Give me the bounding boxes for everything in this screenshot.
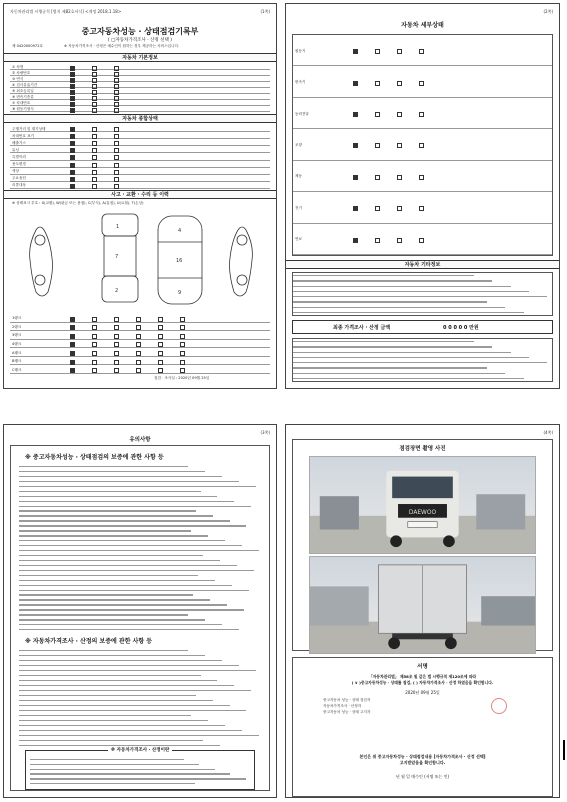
- table-row: [293, 192, 552, 223]
- status-checkbox: [136, 342, 141, 347]
- status-checkbox: [70, 351, 75, 356]
- status-checkbox: [136, 334, 141, 339]
- row-label: 조향: [295, 142, 302, 147]
- row-label: B랭크: [12, 359, 22, 364]
- text-line: [19, 594, 193, 595]
- text-line: [19, 619, 205, 620]
- status-checkbox: [397, 112, 402, 117]
- text-line: [19, 501, 234, 502]
- svg-text:7: 7: [115, 254, 119, 260]
- table-row: [10, 348, 270, 357]
- row-label: 전기: [295, 205, 302, 210]
- table-row: [10, 139, 270, 146]
- table-row: [10, 168, 270, 175]
- status-checkbox: [353, 175, 358, 180]
- general-status-title: 자동차 종합상태: [4, 114, 276, 123]
- status-checkbox: [114, 325, 119, 330]
- status-checkbox: [353, 143, 358, 148]
- row-label: C랭크: [12, 367, 22, 372]
- text-line: [293, 378, 524, 379]
- status-checkbox: [70, 334, 75, 339]
- table-row: [10, 365, 270, 374]
- row-label: 연료: [295, 237, 302, 242]
- status-checkbox: [70, 325, 75, 330]
- footer-sign: 년 월 일 매수인 (서명 또는 인): [395, 774, 450, 779]
- text-line: [293, 275, 474, 276]
- table-row: [10, 175, 270, 182]
- status-checkbox: [397, 238, 402, 243]
- status-checkbox: [92, 368, 97, 373]
- row-label: 리콜대상: [12, 183, 26, 188]
- text-line: [19, 614, 188, 615]
- text-line: [19, 510, 196, 511]
- table-row: [10, 331, 270, 340]
- status-checkbox: [375, 112, 380, 117]
- status-checkbox: [114, 351, 119, 356]
- sign-row-1: 중고자동차 성능 · 상태 점검자: [323, 698, 371, 702]
- notes-paragraphs-2: [19, 648, 261, 748]
- status-checkbox: [180, 368, 185, 373]
- text-line: [293, 307, 505, 308]
- text-line: [19, 590, 249, 591]
- text-line: [19, 680, 217, 681]
- text-line: [19, 520, 230, 521]
- status-checkbox: [375, 238, 380, 243]
- status-checkbox: [70, 317, 75, 322]
- text-line: [293, 312, 524, 313]
- status-checkbox: [180, 360, 185, 365]
- accident-title: 사고 · 교환 · 수리 등 이력: [4, 190, 276, 199]
- status-checkbox: [92, 342, 97, 347]
- status-checkbox: [180, 334, 185, 339]
- etc-info-title: 자동차 기타정보: [286, 260, 559, 269]
- row-label: ⑦ 차대번호: [12, 101, 31, 105]
- sign-title: 서명: [417, 664, 428, 670]
- price-title: 최종 가격조사 · 산정 금액: [333, 325, 391, 331]
- status-checkbox: [114, 317, 119, 322]
- notes-section-1: ※ 중고자동차성능 · 상태점검의 보증에 관한 사항 등: [25, 454, 164, 461]
- table-row: [10, 132, 270, 139]
- text-line: [19, 740, 203, 741]
- text-line: [293, 373, 505, 374]
- status-checkbox: [353, 112, 358, 117]
- text-line: [19, 599, 210, 600]
- detail-status-table: [292, 34, 553, 256]
- text-line: [19, 555, 203, 556]
- text-line: [30, 778, 246, 779]
- row-label: 주행거리 및 계기상태: [12, 126, 46, 131]
- row-label: 색상: [12, 169, 19, 174]
- table-row: [293, 35, 552, 66]
- text-line: [19, 700, 213, 701]
- status-checkbox: [419, 238, 424, 243]
- text-line: [19, 690, 251, 691]
- inspection-date: 점검 · 조사일 : 2020년 09월 25일: [154, 376, 210, 380]
- status-checkbox: [114, 360, 119, 365]
- status-checkbox: [353, 81, 358, 86]
- row-label: ⑤ 최초등록일: [12, 89, 34, 93]
- status-checkbox: [419, 143, 424, 148]
- page-number: (1쪽): [260, 9, 270, 14]
- status-checkbox: [136, 368, 141, 373]
- car-diagram: [18, 210, 264, 310]
- status-checkbox: [158, 351, 163, 356]
- sign-row-3: 중고자동차 성능 · 상태 고지자: [323, 710, 371, 714]
- status-checkbox: [114, 184, 119, 189]
- status-checkbox: [114, 108, 119, 113]
- text-line: [30, 783, 195, 784]
- photo-title: 점검장면 촬영 사진: [399, 446, 446, 452]
- status-checkbox: [92, 334, 97, 339]
- price-value: 0 0 0 0 0 만원: [443, 325, 479, 331]
- text-line: [19, 476, 222, 477]
- sign-text-2: ( ∨ )중고자동차성능 · 상태를 점검, ( ) 자동차가격조사 · 산정 하였음을 확인합니다.: [351, 680, 494, 685]
- sign-date: 2020년 09월 25일: [405, 690, 440, 695]
- status-checkbox: [114, 334, 119, 339]
- text-line: [19, 535, 208, 536]
- status-checkbox: [397, 143, 402, 148]
- page-2: [285, 3, 560, 389]
- status-checkbox: [136, 351, 141, 356]
- table-row: [10, 182, 270, 189]
- footer-text-2: 고지받았음을 확인합니다.: [399, 760, 446, 765]
- page-number: (2쪽): [543, 9, 553, 14]
- text-line: [19, 710, 246, 711]
- text-line: [19, 545, 242, 546]
- text-line: [293, 301, 487, 302]
- row-label: ① 차명: [12, 65, 24, 69]
- text-line: [293, 352, 511, 353]
- status-checkbox: [136, 317, 141, 322]
- row-label: A랭크: [12, 350, 22, 355]
- sign-text-1: 「자동차관리법」 제58조 및 같은 법 시행규칙 제120조에 따라: [368, 674, 477, 679]
- status-checkbox: [397, 175, 402, 180]
- text-line: [19, 585, 232, 586]
- text-line: [19, 695, 196, 696]
- page-title: 중고자동차성능 · 상태점검기록부: [81, 27, 199, 36]
- text-line: [19, 650, 188, 651]
- text-line: [19, 530, 191, 531]
- notes-section-2: ※ 자동차가격조사 · 산정의 보증에 관한 사항 등: [25, 638, 153, 645]
- row-label: 주요옵션: [12, 176, 26, 181]
- status-checkbox: [92, 360, 97, 365]
- row-label: ② 차량번호: [12, 71, 31, 75]
- status-checkbox: [375, 81, 380, 86]
- status-checkbox: [353, 206, 358, 211]
- status-checkbox: [92, 351, 97, 356]
- text-line: [19, 715, 191, 716]
- row-label: 튜닝: [12, 147, 19, 152]
- text-line: [19, 655, 205, 656]
- status-checkbox: [70, 108, 75, 113]
- table-row: [10, 153, 270, 160]
- text-line: [19, 670, 256, 671]
- truck-photo-rear: [309, 556, 536, 654]
- text-line: [19, 624, 222, 625]
- svg-text:2: 2: [115, 288, 119, 294]
- text-line: [19, 481, 239, 482]
- text-line: [19, 525, 246, 526]
- doc-number: 제 0420000972호: [12, 44, 43, 48]
- detail-status-title: 자동차 세부상태: [401, 22, 444, 29]
- status-checkbox: [353, 238, 358, 243]
- status-checkbox: [70, 368, 75, 373]
- text-line: [30, 764, 199, 765]
- page-number: (3쪽): [260, 430, 270, 435]
- text-line: [19, 720, 208, 721]
- notice: ※ 자동차가격조사 · 산정은 매수인이 원하는 경우 제공하는 서비스입니다.: [64, 44, 180, 48]
- row-label: 4랭크: [12, 341, 22, 346]
- status-checkbox: [397, 49, 402, 54]
- status-checkbox: [114, 368, 119, 373]
- table-row: [10, 340, 270, 349]
- status-checkbox: [158, 360, 163, 365]
- status-checkbox: [419, 206, 424, 211]
- row-label: ③ 연식: [12, 77, 24, 81]
- text-line: [19, 604, 227, 605]
- text-line: [19, 496, 217, 497]
- status-checkbox: [158, 325, 163, 330]
- table-row: [10, 357, 270, 366]
- text-line: [293, 357, 529, 358]
- table-row: [10, 323, 270, 332]
- text-line: [30, 769, 215, 770]
- row-label: ⑥ 변속기종류: [12, 95, 34, 99]
- status-checkbox: [158, 317, 163, 322]
- text-line: [19, 730, 242, 731]
- text-line: [19, 705, 230, 706]
- table-row: [293, 129, 552, 160]
- text-line: [293, 286, 511, 287]
- svg-text:16: 16: [176, 258, 183, 264]
- text-line: [19, 675, 201, 676]
- special-box-title: ※ 자동차가격조사 · 산정이란: [108, 748, 173, 753]
- table-row: [10, 125, 270, 132]
- status-checkbox: [92, 317, 97, 322]
- text-line: [30, 773, 230, 774]
- text-line: [19, 609, 244, 610]
- text-line: [19, 685, 234, 686]
- status-checkbox: [180, 342, 185, 347]
- status-checkbox: [70, 342, 75, 347]
- status-checkbox: [353, 49, 358, 54]
- form-number: 자동차관리법 시행규칙 [별지 제82호서식] <개정 2018.1.18>: [10, 9, 122, 14]
- table-row: [293, 66, 552, 97]
- table-row: [293, 98, 552, 129]
- text-line: [19, 506, 251, 507]
- table-row: [10, 146, 270, 153]
- row-label: 용도변경: [12, 162, 26, 167]
- status-checkbox: [92, 108, 97, 113]
- status-checkbox: [180, 317, 185, 322]
- status-checkbox: [70, 184, 75, 189]
- text-line: [19, 629, 239, 630]
- text-line: [19, 491, 201, 492]
- row-label: 특별이력: [12, 154, 26, 159]
- text-line: [293, 296, 547, 297]
- notes-paragraphs-1: [19, 464, 261, 632]
- status-checkbox: [158, 368, 163, 373]
- text-line: [19, 735, 259, 736]
- row-label: 차대번호 표기: [12, 133, 34, 138]
- row-label: 제동: [295, 174, 302, 179]
- general-status-table: [10, 125, 270, 189]
- row-label: ⑧ 원동기형식: [12, 107, 34, 111]
- row-label: 원동기: [295, 48, 306, 53]
- status-checkbox: [419, 49, 424, 54]
- text-line: [293, 367, 487, 368]
- seal-stamp: [491, 698, 507, 714]
- row-label: 배출가스: [12, 140, 26, 145]
- status-checkbox: [419, 81, 424, 86]
- accident-rank-table: [10, 314, 270, 374]
- status-checkbox: [180, 325, 185, 330]
- row-label: 1랭크: [12, 316, 22, 321]
- text-line: [19, 665, 239, 666]
- basic-info-title: 자동차 기본정보: [4, 53, 276, 62]
- text-line: [19, 580, 215, 581]
- status-checkbox: [180, 351, 185, 356]
- svg-text:1: 1: [116, 224, 120, 230]
- page-3: [3, 424, 277, 798]
- status-checkbox: [397, 206, 402, 211]
- page-1: [3, 3, 277, 389]
- status-checkbox: [136, 325, 141, 330]
- text-line: [293, 280, 492, 281]
- text-line: [293, 362, 547, 363]
- page-number: (4쪽): [543, 430, 553, 435]
- etc-info-table: [292, 272, 553, 316]
- text-line: [293, 291, 529, 292]
- text-line: [19, 560, 220, 561]
- status-checkbox: [114, 342, 119, 347]
- status-checkbox: [70, 360, 75, 365]
- text-line: [293, 346, 492, 347]
- subtitle: ( □자동차가격조사 · 산정 선택 ): [107, 38, 173, 43]
- status-checkbox: [375, 49, 380, 54]
- table-row: [10, 314, 270, 323]
- status-checkbox: [158, 342, 163, 347]
- truck-brand-text: DAEWOO: [408, 509, 437, 516]
- text-line: [19, 471, 205, 472]
- svg-text:4: 4: [178, 228, 182, 234]
- status-checkbox: [375, 143, 380, 148]
- row-label: 3랭크: [12, 333, 22, 338]
- text-line: [19, 550, 259, 551]
- page-4: [285, 424, 560, 798]
- table-row: [293, 161, 552, 192]
- text-line: [19, 725, 225, 726]
- text-line: [19, 540, 225, 541]
- row-label: 2랭크: [12, 324, 22, 329]
- table-row: [10, 106, 270, 112]
- notes-paragraphs-3: [30, 757, 250, 786]
- text-line: [19, 466, 188, 467]
- status-checkbox: [375, 206, 380, 211]
- status-checkbox: [397, 81, 402, 86]
- text-line: [19, 486, 256, 487]
- accident-note: ※ 상태표시 부호 : X(교환), W(판금 또는 용접), C(부식), A(흠집), U(요철), T(손상): [12, 201, 144, 205]
- status-checkbox: [92, 325, 97, 330]
- text-line: [293, 341, 474, 342]
- basic-info-table: [10, 64, 270, 112]
- status-checkbox: [375, 175, 380, 180]
- row-label: 변속기: [295, 80, 306, 85]
- price-detail-table: [292, 338, 553, 382]
- status-checkbox: [136, 360, 141, 365]
- status-checkbox: [158, 334, 163, 339]
- table-row: [293, 224, 552, 255]
- text-line: [30, 759, 184, 760]
- text-line: [19, 575, 198, 576]
- text-line: [19, 660, 222, 661]
- notes-title: 유의사항: [129, 437, 151, 443]
- text-line: [19, 515, 213, 516]
- scroll-marker: [563, 740, 565, 760]
- svg-text:9: 9: [178, 290, 182, 296]
- status-checkbox: [419, 175, 424, 180]
- row-label: 동력전달: [295, 111, 309, 116]
- truck-photo-front: [309, 456, 536, 554]
- row-label: ④ 검사유효기간: [12, 83, 38, 87]
- sign-row-2: 자동차가격조사 · 산정자: [323, 704, 362, 708]
- status-checkbox: [92, 184, 97, 189]
- table-row: [10, 161, 270, 168]
- status-checkbox: [419, 112, 424, 117]
- footer-text: 본인은 위 중고자동차성능 · 상태점검내용 [자동차가격조사 · 산정 선택]: [359, 754, 486, 759]
- text-line: [19, 570, 254, 571]
- text-line: [19, 565, 237, 566]
